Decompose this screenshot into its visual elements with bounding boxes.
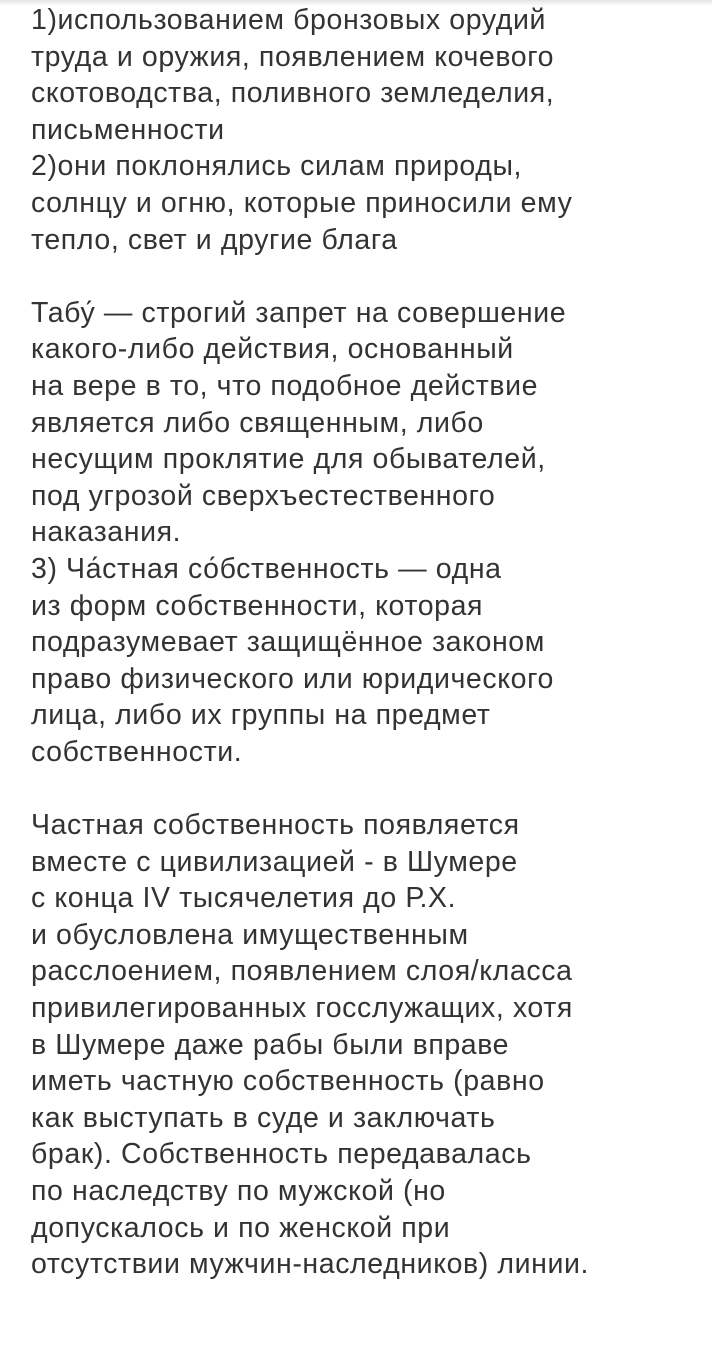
text-line: Частная собственность появляется — [31, 809, 520, 842]
text-line: несущим проклятие для обывателей, — [31, 443, 546, 476]
answer-text — [31, 2, 691, 1283]
text-line: в Шумере даже рабы были вправе — [31, 1028, 510, 1061]
paragraph-answer-3 — [31, 551, 691, 771]
paragraph-spacer — [31, 770, 691, 807]
text-line: 2)они поклонялись силам природы, — [31, 150, 523, 183]
text-line: наказания. — [31, 516, 182, 549]
text-line: солнцу и огню, которые приносили ему — [31, 186, 573, 219]
text-line: лица, либо их группы на предмет — [31, 699, 491, 732]
text-line: иметь частную собственность (равно — [31, 1065, 545, 1098]
paragraph-answer-2 — [31, 148, 691, 258]
paragraph-answer-1 — [31, 2, 691, 148]
text-line: как выступать в суде и заключать — [31, 1101, 496, 1134]
text-line: Табу́ — строгий запрет на совершение — [31, 296, 567, 329]
text-line: является либо священным, либо — [31, 406, 484, 439]
text-line: тепло, свет и другие блага — [31, 223, 398, 256]
text-line: труда и оружия, появлением кочевого — [31, 40, 555, 73]
text-line: какого-либо действия, основанный — [31, 333, 514, 366]
text-line: брак). Собственность передавалась — [31, 1138, 532, 1171]
text-line: 3) Ча́стная со́бственность — одна — [31, 552, 502, 585]
text-line: на вере в то, что подобное действие — [31, 369, 539, 402]
text-line: письменности — [31, 113, 225, 146]
text-line: 1)использованием бронзовых орудий — [31, 4, 547, 36]
text-line: из форм собственности, которая — [31, 589, 484, 622]
text-line: подразумевает защищённое законом — [31, 626, 545, 659]
text-line: по наследству по мужской (но — [31, 1175, 446, 1207]
paragraph-taboo-definition — [31, 295, 691, 551]
text-line: вместе с цивилизацией - в Шумере — [31, 845, 518, 878]
text-line: с конца IV тысячелетия до Р.Х. — [31, 882, 457, 915]
text-line: отсутствии мужчин-наследников) линии. — [31, 1248, 590, 1281]
text-line: расслоением, появлением слоя/класса — [31, 955, 573, 988]
text-line: допускалось и по женской при — [31, 1211, 451, 1244]
text-line: и обусловлена имущественным — [31, 918, 469, 951]
text-line: под угрозой сверхъестественного — [31, 479, 496, 512]
paragraph-spacer — [31, 258, 691, 295]
text-line: право физического или юридического — [31, 662, 554, 695]
text-line: скотоводства, поливного земледелия, — [31, 77, 555, 110]
paragraph-private-property-history — [31, 807, 691, 1283]
text-line: привилегированных госслужащих, хотя — [31, 992, 573, 1025]
text-line: собственности. — [31, 735, 243, 768]
